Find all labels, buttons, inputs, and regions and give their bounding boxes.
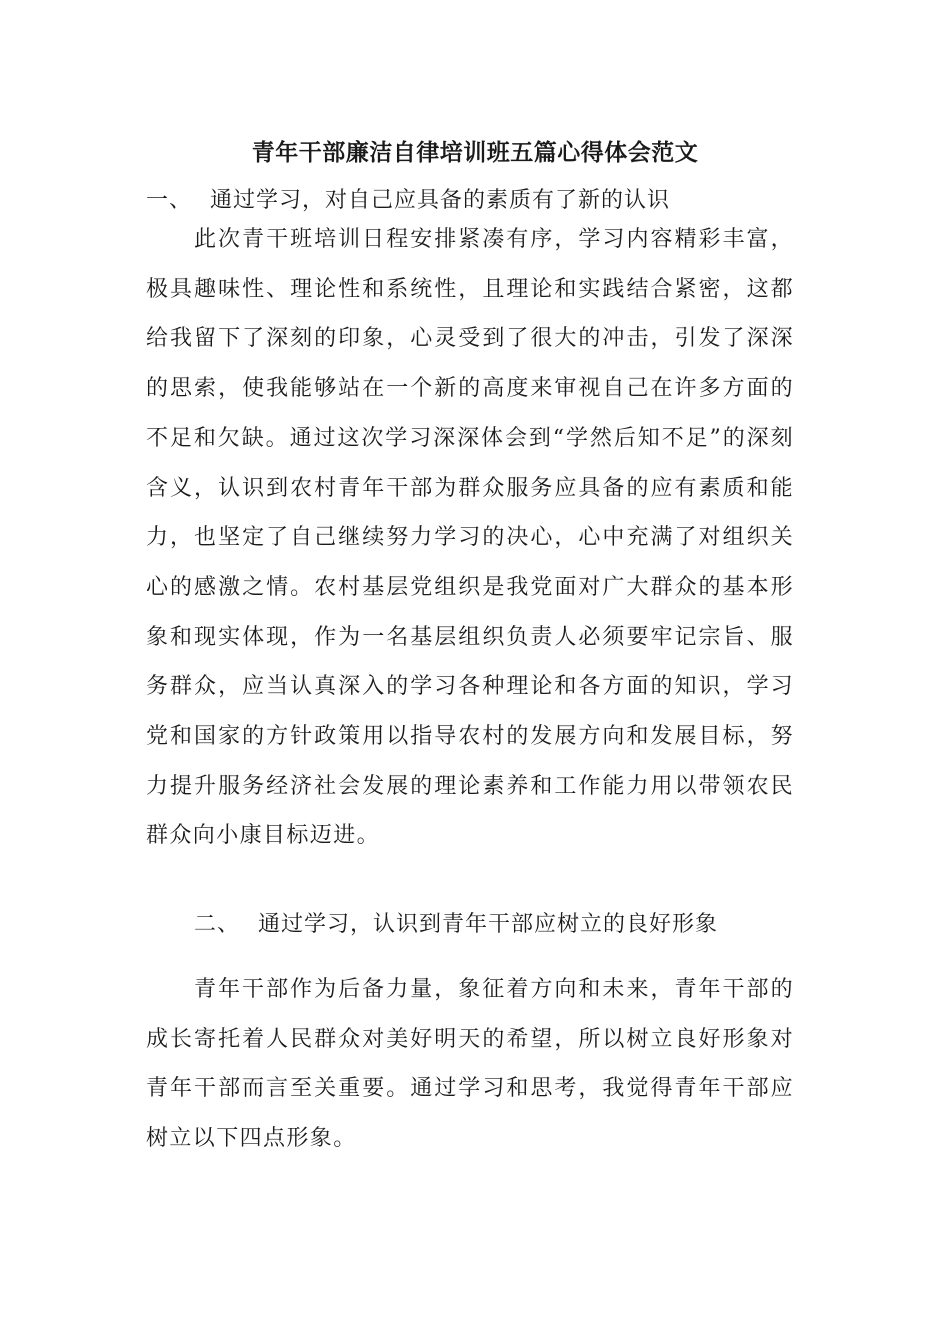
- section-2-number: 二、: [194, 912, 241, 937]
- section-1-heading-text: 通过学习，对自己应具备的素质有了新的认识: [210, 188, 671, 213]
- section-1-paragraph: 此次青干班培训日程安排紧凑有序，学习内容精彩丰富，极具趣味性、理论性和系统性，且理论和实践结合紧密，这都给我留下了深刻的印象，心灵受到了很大的冲击，引发了深深的思索，使我能够站在一个新的高度来审视自己在许多方面的不足和欠缺。通过这次学习深深体会到“学然后知不足”的深刻含义，认识到农村青年干部为群众服务应具备的应有素质和能力，也坚定了自己继续努力学习的决心，心中充满了对组织关心的感激之情。农村基层党组织是我党面对广大群众的基本形象和现实体现，作为一名基层组织负责人必须要牢记宗旨、服务群众，应当认真深入的学习各种理论和各方面的知识，学习党和国家的方针政策用以指导农村的发展方向和发展目标，努力提升服务经济社会发展的理论素养和工作能力用以带领农民群众向小康目标迈进。: [146, 227, 794, 849]
- section-2-heading-text: 通过学习，认识到青年干部应树立的良好形象: [258, 912, 719, 937]
- section-1-number: 一、: [146, 188, 193, 213]
- section-2-heading: [194, 908, 718, 942]
- section-1-heading: [146, 184, 670, 218]
- section-2-paragraph: 青年干部作为后备力量，象征着方向和未来，青年干部的成长寄托着人民群众对美好明天的希望，所以树立良好形象对青年干部而言至关重要。通过学习和思考，我觉得青年干部应树立以下四点形象。: [146, 977, 794, 1152]
- document-title: 青年干部廉洁自律培训班五篇心得体会范文: [251, 140, 699, 166]
